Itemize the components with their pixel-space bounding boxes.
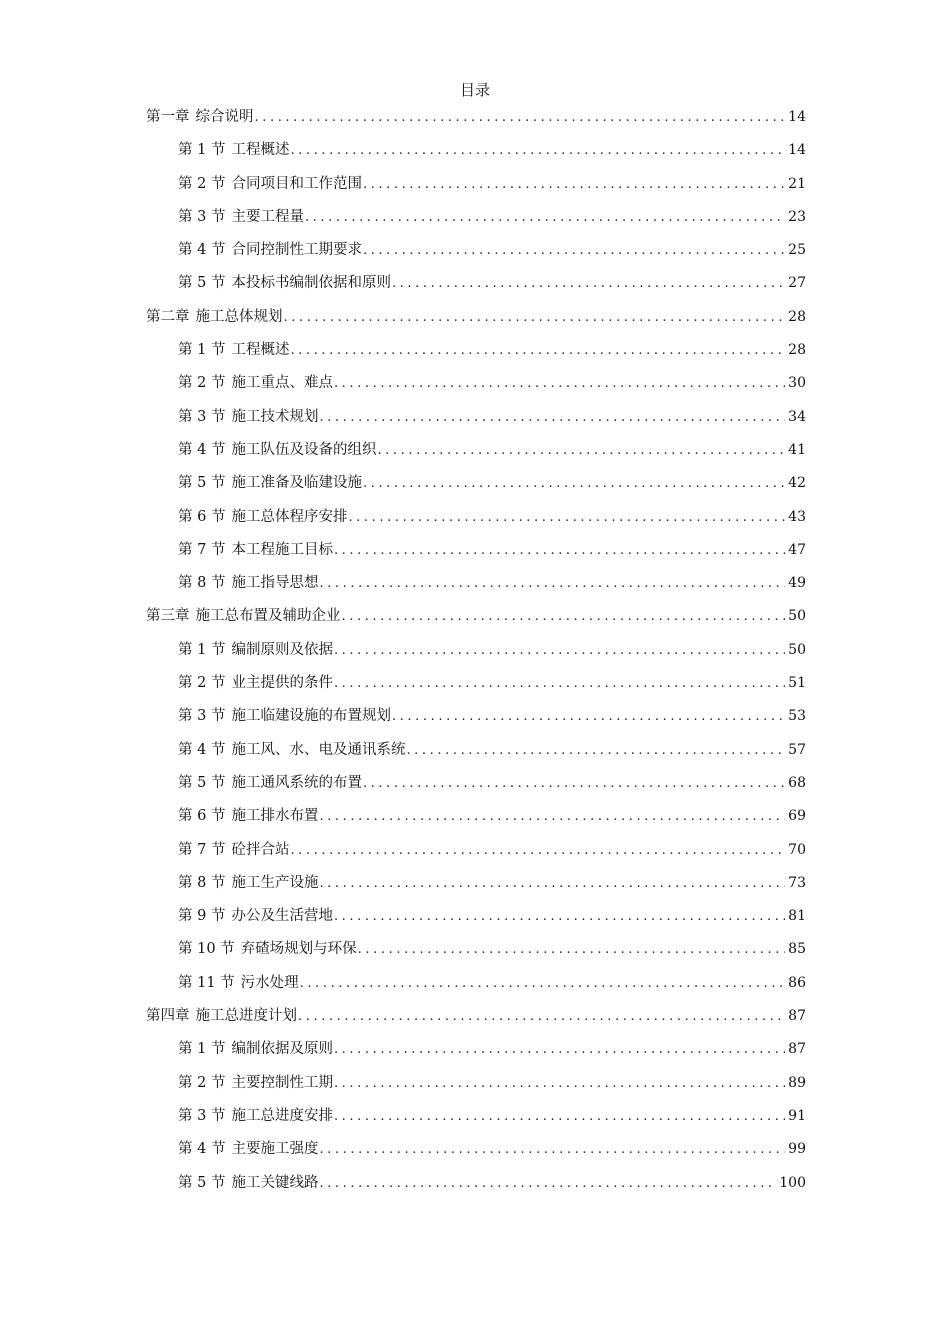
toc-list: [146, 105, 806, 1204]
toc-entry-number: 第 2 节: [178, 675, 226, 692]
toc-chapter-entry[interactable]: [146, 105, 806, 138]
toc-section-entry[interactable]: [146, 804, 806, 837]
toc-page-number: 42: [788, 475, 806, 492]
toc-entry-title: 施工总进度安排: [231, 1107, 333, 1124]
toc-page-number: 87: [788, 1008, 806, 1025]
toc-dot-leader: [334, 672, 785, 696]
toc-page-number: 34: [788, 408, 806, 425]
toc-entry-link[interactable]: [178, 505, 347, 529]
toc-entry-title: 施工生产设施: [231, 874, 319, 891]
toc-entry-number: 第 8 节: [178, 874, 226, 891]
toc-page-number: 85: [788, 941, 806, 958]
toc-entry-title: 弃碴场规划与环保: [240, 941, 357, 958]
toc-entry-link[interactable]: [178, 771, 362, 795]
toc-page-number: 23: [788, 208, 806, 225]
toc-entry-link[interactable]: [178, 405, 318, 429]
toc-dot-leader: [319, 1172, 776, 1196]
toc-section-entry[interactable]: [146, 1171, 806, 1204]
toc-entry-number: 第四章: [146, 1008, 190, 1025]
toc-entry-link[interactable]: [178, 937, 357, 961]
toc-section-entry[interactable]: [146, 937, 806, 970]
toc-dot-leader: [363, 772, 785, 796]
toc-page-number: 99: [788, 1141, 806, 1158]
toc-entry-title: 本工程施工目标: [231, 541, 333, 558]
toc-page-number: 14: [788, 109, 806, 125]
toc-entry-number: 第 11 节: [178, 974, 235, 991]
toc-chapter-entry[interactable]: [146, 604, 806, 637]
toc-entry-title: 施工总布置及辅助企业: [195, 608, 341, 625]
toc-page-number: 70: [788, 841, 806, 858]
toc-section-entry[interactable]: [146, 371, 806, 404]
toc-entry-number: 第 2 节: [178, 1074, 226, 1091]
toc-section-entry[interactable]: [146, 205, 806, 238]
toc-entry-number: 第三章: [146, 608, 190, 625]
toc-page-number: 41: [788, 441, 806, 458]
toc-section-entry[interactable]: [146, 671, 806, 704]
toc-entry-link[interactable]: [178, 438, 376, 462]
toc-entry-number: 第 5 节: [178, 475, 226, 492]
toc-dot-leader: [290, 139, 785, 163]
toc-entry-number: 第 10 节: [178, 941, 235, 958]
toc-section-entry[interactable]: [146, 1037, 806, 1070]
toc-entry-number: 第 4 节: [178, 741, 226, 758]
toc-chapter-entry[interactable]: [146, 305, 806, 338]
toc-page-number: 57: [788, 741, 806, 758]
toc-section-entry[interactable]: [146, 538, 806, 571]
toc-entry-title: 合同项目和工作范围: [231, 175, 362, 192]
toc-entry-title: 施工准备及临建设施: [231, 475, 362, 492]
toc-entry-link[interactable]: [178, 671, 333, 695]
toc-page-number: 14: [788, 142, 806, 159]
toc-page-number: 28: [788, 308, 806, 325]
toc-entry-link[interactable]: [178, 738, 405, 762]
toc-page-number: 86: [788, 974, 806, 991]
toc-entry-title: 合同控制性工期要求: [231, 242, 362, 259]
toc-section-entry[interactable]: [146, 638, 806, 671]
toc-section-entry[interactable]: [146, 338, 806, 371]
toc-dot-leader: [392, 272, 785, 296]
toc-entry-number: 第 4 节: [178, 242, 226, 259]
toc-dot-leader: [298, 1005, 785, 1029]
toc-entry-link[interactable]: [178, 804, 318, 828]
toc-entry-link[interactable]: [178, 704, 391, 728]
toc-entry-title: 编制依据及原则: [231, 1041, 333, 1058]
toc-title: 目录: [459, 81, 490, 99]
toc-entry-number: 第 4 节: [178, 441, 226, 458]
toc-entry-title: 施工总体规划: [195, 308, 283, 325]
toc-entry-title: 施工风、水、电及通讯系统: [231, 741, 406, 758]
toc-page-number: 21: [788, 175, 806, 192]
toc-entry-title: 主要施工强度: [231, 1141, 319, 1158]
toc-entry-title: 综合说明: [195, 109, 254, 125]
toc-entry-title: 施工关键线路: [231, 1174, 319, 1191]
toc-dot-leader: [290, 339, 785, 363]
toc-section-entry[interactable]: [146, 471, 806, 504]
toc-entry-link[interactable]: [178, 1071, 333, 1095]
toc-dot-leader: [363, 472, 785, 496]
toc-entry-title: 施工通风系统的布置: [231, 774, 362, 791]
toc-entry-number: 第 1 节: [178, 641, 226, 658]
toc-entry-title: 工程概述: [231, 342, 290, 359]
toc-entry-number: 第 7 节: [178, 541, 226, 558]
toc-page-number: 73: [788, 874, 806, 891]
toc-entry-link[interactable]: [146, 1004, 297, 1028]
toc-section-entry[interactable]: [146, 1104, 806, 1137]
toc-page-number: 28: [788, 342, 806, 359]
toc-section-entry[interactable]: [146, 172, 806, 205]
toc-dot-leader: [319, 572, 785, 596]
toc-entry-link[interactable]: [178, 838, 289, 862]
toc-entry-title: 编制原则及依据: [231, 641, 333, 658]
toc-entry-title: 施工临建设施的布置规划: [231, 708, 391, 725]
toc-section-entry[interactable]: [146, 871, 806, 904]
toc-section-entry[interactable]: [146, 1137, 806, 1170]
toc-section-entry[interactable]: [146, 505, 806, 538]
toc-dot-leader: [334, 1105, 785, 1129]
toc-entry-link[interactable]: [178, 1104, 333, 1128]
toc-entry-link[interactable]: [178, 638, 333, 662]
toc-dot-leader: [334, 1072, 785, 1096]
toc-entry-number: 第 5 节: [178, 1174, 226, 1191]
toc-section-entry[interactable]: [146, 438, 806, 471]
toc-dot-leader: [300, 972, 786, 996]
toc-dot-leader: [319, 1138, 785, 1162]
toc-entry-title: 本投标书编制依据和原则: [231, 275, 391, 292]
toc-entry-link[interactable]: [178, 1037, 333, 1061]
toc-entry-number: 第 6 节: [178, 508, 226, 525]
toc-entry-number: 第 6 节: [178, 808, 226, 825]
toc-entry-title: 主要工程量: [231, 208, 304, 225]
toc-dot-leader: [334, 905, 785, 929]
toc-entry-link[interactable]: [146, 305, 283, 329]
toc-entry-link[interactable]: [178, 471, 362, 495]
toc-entry-title: 施工排水布置: [231, 808, 319, 825]
toc-entry-number: 第 3 节: [178, 708, 226, 725]
toc-section-entry[interactable]: [146, 738, 806, 771]
toc-page-number: 68: [788, 774, 806, 791]
toc-dot-leader: [319, 805, 785, 829]
toc-entry-number: 第 8 节: [178, 575, 226, 592]
toc-page-number: 87: [788, 1041, 806, 1058]
toc-page-number: 50: [788, 608, 806, 625]
toc-chapter-entry[interactable]: [146, 1004, 806, 1037]
toc-page-number: 30: [788, 375, 806, 392]
toc-page-number: 49: [788, 575, 806, 592]
toc-section-entry[interactable]: [146, 971, 806, 1004]
toc-page-number: 69: [788, 808, 806, 825]
toc-entry-title: 施工重点、难点: [231, 375, 333, 392]
toc-page-number: 81: [788, 908, 806, 925]
toc-entry-number: 第 5 节: [178, 774, 226, 791]
toc-entry-title: 施工队伍及设备的组织: [231, 441, 377, 458]
toc-section-entry[interactable]: [146, 838, 806, 871]
toc-entry-link[interactable]: [178, 205, 304, 229]
toc-entry-number: 第 1 节: [178, 142, 226, 159]
toc-entry-number: 第 7 节: [178, 841, 226, 858]
toc-dot-leader: [348, 506, 785, 530]
toc-entry-number: 第 5 节: [178, 275, 226, 292]
toc-entry-link[interactable]: [178, 238, 362, 262]
toc-section-entry[interactable]: [146, 271, 806, 304]
toc-dot-leader: [406, 739, 785, 763]
toc-dot-leader: [363, 239, 785, 263]
toc-section-entry[interactable]: [146, 138, 806, 171]
toc-dot-leader: [358, 938, 786, 962]
toc-page-number: 91: [788, 1107, 806, 1124]
toc-entry-number: 第 3 节: [178, 208, 226, 225]
toc-entry-link[interactable]: [146, 105, 254, 129]
toc-page-number: 89: [788, 1074, 806, 1091]
toc-entry-title: 施工总体程序安排: [231, 508, 348, 525]
toc-section-entry[interactable]: [146, 405, 806, 438]
toc-entry-title: 施工技术规划: [231, 408, 319, 425]
toc-dot-leader: [334, 539, 785, 563]
toc-entry-number: 第二章: [146, 308, 190, 325]
toc-page-number: 53: [788, 708, 806, 725]
toc-dot-leader: [290, 839, 785, 863]
toc-section-entry[interactable]: [146, 904, 806, 937]
toc-page-number: 25: [788, 242, 806, 259]
toc-entry-link[interactable]: [178, 871, 318, 895]
toc-dot-leader: [284, 306, 786, 330]
toc-entry-link[interactable]: [178, 971, 299, 995]
toc-dot-leader: [255, 106, 786, 130]
toc-entry-link[interactable]: [178, 338, 289, 362]
toc-page-number: 51: [788, 675, 806, 692]
toc-section-entry[interactable]: [146, 1071, 806, 1104]
toc-dot-leader: [305, 206, 785, 230]
toc-entry-link[interactable]: [178, 271, 391, 295]
toc-entry-number: 第 3 节: [178, 408, 226, 425]
toc-entry-link[interactable]: [178, 904, 333, 928]
toc-entry-title: 施工总进度计划: [195, 1008, 297, 1025]
toc-entry-link[interactable]: [178, 1137, 318, 1161]
toc-entry-title: 业主提供的条件: [231, 675, 333, 692]
toc-entry-number: 第 2 节: [178, 175, 226, 192]
toc-entry-title: 砼拌合站: [231, 841, 290, 858]
toc-section-entry[interactable]: [146, 771, 806, 804]
toc-section-entry[interactable]: [146, 238, 806, 271]
toc-page-number: 43: [788, 508, 806, 525]
toc-dot-leader: [334, 639, 785, 663]
toc-entry-title: 工程概述: [231, 142, 290, 159]
toc-dot-leader: [377, 439, 785, 463]
toc-section-entry[interactable]: [146, 704, 806, 737]
toc-page-number: 27: [788, 275, 806, 292]
toc-entry-title: 主要控制性工期: [231, 1074, 333, 1091]
toc-entry-link[interactable]: [178, 538, 333, 562]
toc-dot-leader: [319, 406, 785, 430]
toc-entry-number: 第 1 节: [178, 342, 226, 359]
toc-dot-leader: [334, 372, 785, 396]
toc-page-number: 50: [788, 641, 806, 658]
toc-entry-link[interactable]: [178, 1171, 318, 1195]
toc-dot-leader: [392, 705, 785, 729]
toc-dot-leader: [342, 605, 786, 629]
toc-dot-leader: [319, 872, 785, 896]
toc-entry-link[interactable]: [178, 571, 318, 595]
toc-page-number: 47: [788, 541, 806, 558]
toc-entry-link[interactable]: [178, 138, 289, 162]
toc-entry-link[interactable]: [178, 371, 333, 395]
toc-dot-leader: [334, 1038, 785, 1062]
toc-entry-link[interactable]: [178, 172, 362, 196]
toc-entry-link[interactable]: [146, 604, 341, 628]
toc-page-number: 100: [779, 1174, 806, 1191]
toc-entry-title: 施工指导思想: [231, 575, 319, 592]
toc-entry-number: 第 2 节: [178, 375, 226, 392]
toc-entry-number: 第一章: [146, 109, 190, 125]
toc-entry-number: 第 4 节: [178, 1141, 226, 1158]
toc-entry-number: 第 1 节: [178, 1041, 226, 1058]
toc-entry-number: 第 9 节: [178, 908, 226, 925]
toc-entry-number: 第 3 节: [178, 1107, 226, 1124]
toc-section-entry[interactable]: [146, 571, 806, 604]
toc-entry-title: 办公及生活营地: [231, 908, 333, 925]
toc-dot-leader: [363, 173, 785, 197]
toc-entry-title: 污水处理: [240, 974, 299, 991]
